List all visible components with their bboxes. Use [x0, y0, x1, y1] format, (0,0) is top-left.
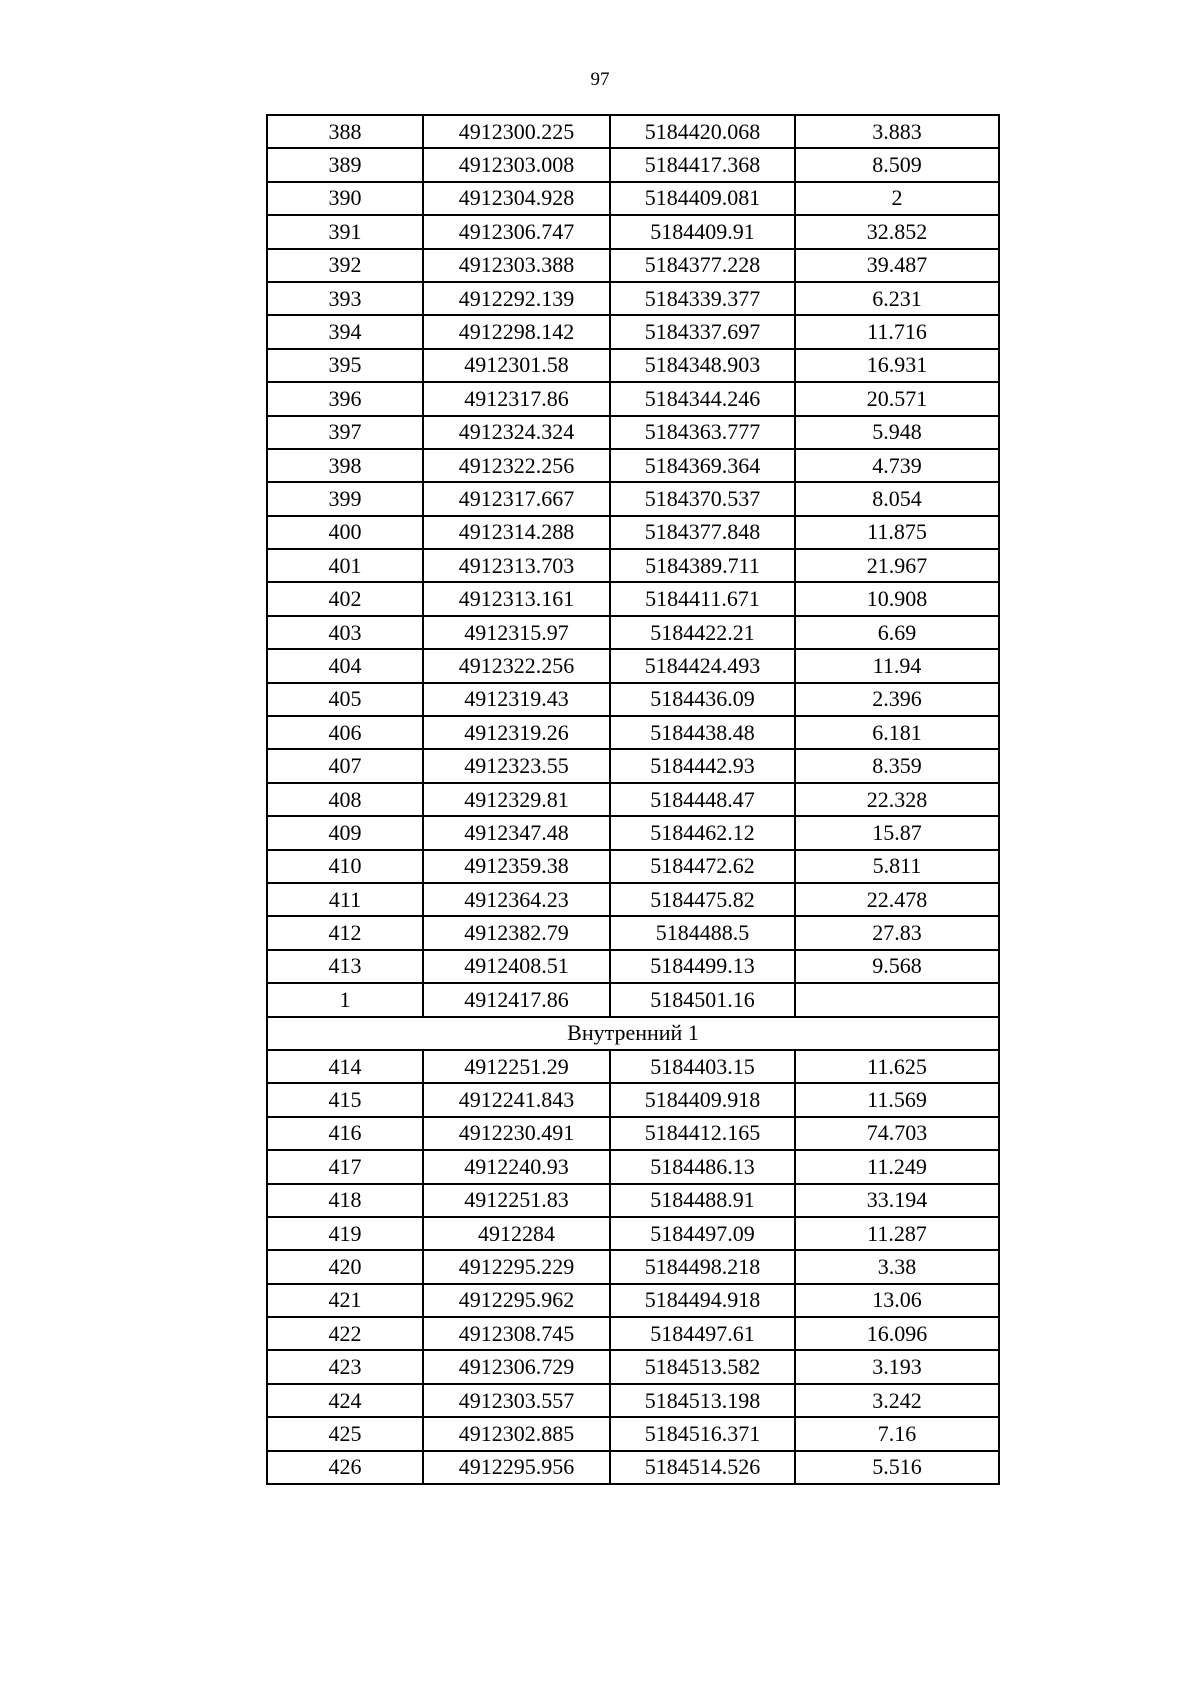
y-coordinate-cell: 5184514.526: [610, 1451, 795, 1484]
y-coordinate-cell: 5184420.068: [610, 115, 795, 148]
point-number-cell: 413: [267, 950, 423, 983]
y-coordinate-cell: 5184475.82: [610, 883, 795, 916]
x-coordinate-cell: 4912315.97: [423, 616, 610, 649]
x-coordinate-cell: 4912295.962: [423, 1284, 610, 1317]
distance-cell: 2.396: [795, 683, 999, 716]
point-number-cell: 395: [267, 349, 423, 382]
point-number-cell: 424: [267, 1384, 423, 1417]
distance-cell: 4.739: [795, 449, 999, 482]
point-number-cell: 419: [267, 1217, 423, 1250]
y-coordinate-cell: 5184409.081: [610, 182, 795, 215]
section-heading-row: [267, 1017, 999, 1050]
point-number-cell: 398: [267, 449, 423, 482]
y-coordinate-cell: 5184501.16: [610, 983, 795, 1016]
distance-cell: 13.06: [795, 1284, 999, 1317]
table-row: [267, 883, 999, 916]
y-coordinate-cell: 5184411.671: [610, 582, 795, 615]
distance-cell: 22.478: [795, 883, 999, 916]
y-coordinate-cell: 5184363.777: [610, 416, 795, 449]
distance-cell: 22.328: [795, 783, 999, 816]
point-number-cell: 418: [267, 1184, 423, 1217]
x-coordinate-cell: 4912251.29: [423, 1050, 610, 1083]
x-coordinate-cell: 4912323.55: [423, 749, 610, 782]
x-coordinate-cell: 4912295.956: [423, 1451, 610, 1484]
table-row: [267, 148, 999, 181]
distance-cell: 8.509: [795, 148, 999, 181]
distance-cell: 11.875: [795, 516, 999, 549]
x-coordinate-cell: 4912417.86: [423, 983, 610, 1016]
distance-cell: 21.967: [795, 549, 999, 582]
point-number-cell: 402: [267, 582, 423, 615]
x-coordinate-cell: 4912306.747: [423, 215, 610, 248]
y-coordinate-cell: 5184436.09: [610, 683, 795, 716]
y-coordinate-cell: 5184486.13: [610, 1150, 795, 1183]
table-row: [267, 1284, 999, 1317]
x-coordinate-cell: 4912314.288: [423, 516, 610, 549]
table-row: [267, 516, 999, 549]
y-coordinate-cell: 5184369.364: [610, 449, 795, 482]
point-number-cell: 421: [267, 1284, 423, 1317]
point-number-cell: 396: [267, 382, 423, 415]
table-row: [267, 1350, 999, 1383]
x-coordinate-cell: 4912324.324: [423, 416, 610, 449]
table-row: [267, 983, 999, 1016]
distance-cell: 11.625: [795, 1050, 999, 1083]
distance-cell: 5.516: [795, 1451, 999, 1484]
y-coordinate-cell: 5184462.12: [610, 816, 795, 849]
coordinates-table-body: [267, 115, 999, 1484]
x-coordinate-cell: 4912313.161: [423, 582, 610, 615]
y-coordinate-cell: 5184499.13: [610, 950, 795, 983]
point-number-cell: 423: [267, 1350, 423, 1383]
distance-cell: 8.359: [795, 749, 999, 782]
y-coordinate-cell: 5184472.62: [610, 850, 795, 883]
point-number-cell: 414: [267, 1050, 423, 1083]
table-row: [267, 1250, 999, 1283]
point-number-cell: 394: [267, 315, 423, 348]
y-coordinate-cell: 5184344.246: [610, 382, 795, 415]
y-coordinate-cell: 5184403.15: [610, 1050, 795, 1083]
table-row: [267, 582, 999, 615]
x-coordinate-cell: 4912319.26: [423, 716, 610, 749]
distance-cell: 11.569: [795, 1083, 999, 1116]
y-coordinate-cell: 5184412.165: [610, 1117, 795, 1150]
x-coordinate-cell: 4912347.48: [423, 816, 610, 849]
y-coordinate-cell: 5184370.537: [610, 482, 795, 515]
table-row: [267, 1083, 999, 1116]
distance-cell: 3.242: [795, 1384, 999, 1417]
table-row: [267, 850, 999, 883]
y-coordinate-cell: 5184377.228: [610, 249, 795, 282]
distance-cell: 11.249: [795, 1150, 999, 1183]
x-coordinate-cell: 4912300.225: [423, 115, 610, 148]
distance-cell: 20.571: [795, 382, 999, 415]
distance-cell: 11.716: [795, 315, 999, 348]
table-row: [267, 249, 999, 282]
point-number-cell: 420: [267, 1250, 423, 1283]
x-coordinate-cell: 4912308.745: [423, 1317, 610, 1350]
table-row: [267, 1451, 999, 1484]
x-coordinate-cell: 4912301.58: [423, 349, 610, 382]
y-coordinate-cell: 5184409.918: [610, 1083, 795, 1116]
y-coordinate-cell: 5184377.848: [610, 516, 795, 549]
y-coordinate-cell: 5184488.91: [610, 1184, 795, 1217]
x-coordinate-cell: 4912230.491: [423, 1117, 610, 1150]
x-coordinate-cell: 4912329.81: [423, 783, 610, 816]
y-coordinate-cell: 5184488.5: [610, 916, 795, 949]
point-number-cell: 405: [267, 683, 423, 716]
distance-cell: 10.908: [795, 582, 999, 615]
y-coordinate-cell: 5184498.218: [610, 1250, 795, 1283]
x-coordinate-cell: 4912408.51: [423, 950, 610, 983]
x-coordinate-cell: 4912306.729: [423, 1350, 610, 1383]
distance-cell: 15.87: [795, 816, 999, 849]
y-coordinate-cell: 5184442.93: [610, 749, 795, 782]
point-number-cell: 422: [267, 1317, 423, 1350]
distance-cell: 8.054: [795, 482, 999, 515]
coordinates-table: [266, 114, 1000, 1485]
distance-cell: 11.287: [795, 1217, 999, 1250]
point-number-cell: 388: [267, 115, 423, 148]
point-number-cell: 391: [267, 215, 423, 248]
distance-cell: 39.487: [795, 249, 999, 282]
table-row: [267, 349, 999, 382]
y-coordinate-cell: 5184513.198: [610, 1384, 795, 1417]
y-coordinate-cell: 5184348.903: [610, 349, 795, 382]
table-row: [267, 616, 999, 649]
distance-cell: 6.69: [795, 616, 999, 649]
distance-cell: 33.194: [795, 1184, 999, 1217]
x-coordinate-cell: 4912322.256: [423, 649, 610, 682]
y-coordinate-cell: 5184409.91: [610, 215, 795, 248]
y-coordinate-cell: 5184339.377: [610, 282, 795, 315]
point-number-cell: 410: [267, 850, 423, 883]
distance-cell: 7.16: [795, 1417, 999, 1450]
table-row: [267, 215, 999, 248]
x-coordinate-cell: 4912322.256: [423, 449, 610, 482]
table-row: [267, 315, 999, 348]
table-row: [267, 449, 999, 482]
x-coordinate-cell: 4912295.229: [423, 1250, 610, 1283]
x-coordinate-cell: 4912317.86: [423, 382, 610, 415]
distance-cell: 27.83: [795, 916, 999, 949]
y-coordinate-cell: 5184424.493: [610, 649, 795, 682]
table-row: [267, 783, 999, 816]
y-coordinate-cell: 5184389.711: [610, 549, 795, 582]
point-number-cell: 407: [267, 749, 423, 782]
x-coordinate-cell: 4912240.93: [423, 1150, 610, 1183]
distance-cell: 3.38: [795, 1250, 999, 1283]
table-row: [267, 683, 999, 716]
y-coordinate-cell: 5184513.582: [610, 1350, 795, 1383]
y-coordinate-cell: 5184497.61: [610, 1317, 795, 1350]
x-coordinate-cell: 4912302.885: [423, 1417, 610, 1450]
y-coordinate-cell: 5184448.47: [610, 783, 795, 816]
distance-cell: 5.948: [795, 416, 999, 449]
x-coordinate-cell: 4912364.23: [423, 883, 610, 916]
y-coordinate-cell: 5184337.697: [610, 315, 795, 348]
point-number-cell: 392: [267, 249, 423, 282]
point-number-cell: 415: [267, 1083, 423, 1116]
table-row: [267, 1317, 999, 1350]
distance-cell: 3.193: [795, 1350, 999, 1383]
x-coordinate-cell: 4912241.843: [423, 1083, 610, 1116]
y-coordinate-cell: 5184417.368: [610, 148, 795, 181]
table-row: [267, 549, 999, 582]
point-number-cell: 417: [267, 1150, 423, 1183]
x-coordinate-cell: 4912317.667: [423, 482, 610, 515]
table-row: [267, 749, 999, 782]
y-coordinate-cell: 5184494.918: [610, 1284, 795, 1317]
y-coordinate-cell: 5184516.371: [610, 1417, 795, 1450]
table-row: [267, 182, 999, 215]
x-coordinate-cell: 4912292.139: [423, 282, 610, 315]
table-row: [267, 1117, 999, 1150]
distance-cell: 3.883: [795, 115, 999, 148]
distance-cell: 2: [795, 182, 999, 215]
distance-cell: [795, 983, 999, 1016]
table-row: [267, 482, 999, 515]
point-number-cell: 400: [267, 516, 423, 549]
table-row: [267, 1150, 999, 1183]
x-coordinate-cell: 4912319.43: [423, 683, 610, 716]
distance-cell: 6.181: [795, 716, 999, 749]
table-row: [267, 282, 999, 315]
table-row: [267, 716, 999, 749]
point-number-cell: 390: [267, 182, 423, 215]
table-row: [267, 1184, 999, 1217]
x-coordinate-cell: 4912382.79: [423, 916, 610, 949]
distance-cell: 16.931: [795, 349, 999, 382]
table-row: [267, 1417, 999, 1450]
point-number-cell: 397: [267, 416, 423, 449]
y-coordinate-cell: 5184497.09: [610, 1217, 795, 1250]
y-coordinate-cell: 5184422.21: [610, 616, 795, 649]
point-number-cell: 425: [267, 1417, 423, 1450]
table-row: [267, 649, 999, 682]
x-coordinate-cell: 4912313.703: [423, 549, 610, 582]
distance-cell: 6.231: [795, 282, 999, 315]
section-heading: Внутренний 1: [267, 1017, 999, 1050]
x-coordinate-cell: 4912298.142: [423, 315, 610, 348]
x-coordinate-cell: 4912359.38: [423, 850, 610, 883]
point-number-cell: 401: [267, 549, 423, 582]
table-row: [267, 382, 999, 415]
point-number-cell: 393: [267, 282, 423, 315]
point-number-cell: 404: [267, 649, 423, 682]
point-number-cell: 406: [267, 716, 423, 749]
distance-cell: 11.94: [795, 649, 999, 682]
table-row: [267, 816, 999, 849]
point-number-cell: 389: [267, 148, 423, 181]
x-coordinate-cell: 4912304.928: [423, 182, 610, 215]
point-number-cell: 416: [267, 1117, 423, 1150]
table-row: [267, 1217, 999, 1250]
distance-cell: 32.852: [795, 215, 999, 248]
x-coordinate-cell: 4912284: [423, 1217, 610, 1250]
point-number-cell: 411: [267, 883, 423, 916]
point-number-cell: 408: [267, 783, 423, 816]
point-number-cell: 1: [267, 983, 423, 1016]
distance-cell: 74.703: [795, 1117, 999, 1150]
table-row: [267, 1050, 999, 1083]
point-number-cell: 426: [267, 1451, 423, 1484]
x-coordinate-cell: 4912251.83: [423, 1184, 610, 1217]
distance-cell: 5.811: [795, 850, 999, 883]
table-row: [267, 950, 999, 983]
y-coordinate-cell: 5184438.48: [610, 716, 795, 749]
distance-cell: 9.568: [795, 950, 999, 983]
table-row: [267, 115, 999, 148]
point-number-cell: 399: [267, 482, 423, 515]
x-coordinate-cell: 4912303.008: [423, 148, 610, 181]
point-number-cell: 409: [267, 816, 423, 849]
x-coordinate-cell: 4912303.388: [423, 249, 610, 282]
table-row: [267, 1384, 999, 1417]
x-coordinate-cell: 4912303.557: [423, 1384, 610, 1417]
page-number: 97: [590, 69, 610, 90]
point-number-cell: 412: [267, 916, 423, 949]
table-row: [267, 416, 999, 449]
point-number-cell: 403: [267, 616, 423, 649]
distance-cell: 16.096: [795, 1317, 999, 1350]
table-row: [267, 916, 999, 949]
